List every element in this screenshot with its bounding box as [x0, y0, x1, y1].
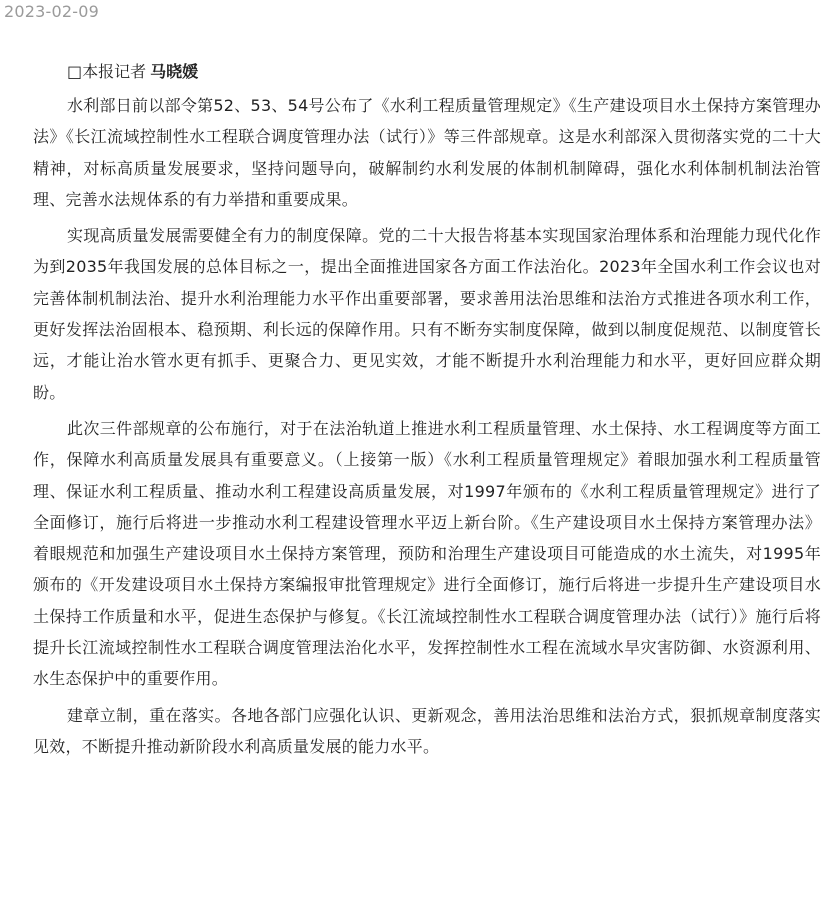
publish-date: 2023-02-09 — [4, 2, 99, 21]
paragraph-3: 此次三件部规章的公布施行，对于在法治轨道上推进水利工程质量管理、水土保持、水工程调度等方面工作，保障水利高质量发展具有重要意义。（上接第一版）《水利工程质量管理规定》着眼加强水利工程质量管理、保证水利工程质量、推动水利工程建设高质量发展，对1997年颁布的《水利工程质量管理规定》进行了全面修订，施行后将进一步推动水利工程建设管理水平迈上新台阶。《生产建设项目水土保持方案管理办法》着眼规范和加强生产建设项目水土保持方案管理，预防和治理生产建设项目可能造成的水土流失，对1995年颁布的《开发建设项目水土保持方案编报审批管理规定》进行全面修订，施行后将进一步提升生产建设项目水土保持工作质量和水平，促进生态保护与修复。《长江流域控制性水工程联合调度管理办法（试行）》施行后将提升长江流域控制性水工程联合调度管理法治化水平，发挥控制性水工程在流域水旱灾害防御、水资源利用、水生态保护中的重要作用。 — [33, 418, 821, 689]
reporter-name: 马晓媛 — [150, 62, 199, 81]
paragraph-1: 水利部日前以部令第52、53、54号公布了《水利工程质量管理规定》《生产建设项目水土保持方案管理办法》《长江流域控制性水工程联合调度管理办法（试行）》等三件部规章。这是水利部深入贯彻落实党的二十大精神，对标高质量发展要求，坚持问题导向，破解制约水利发展的体制机制障碍，强化水利体制机制法治管理、完善水法规体系的有力举措和重要成果。 — [33, 96, 821, 209]
paragraph-4: 建章立制，重在落实。各地各部门应强化认识、更新观念，善用法治思维和法治方式，狠抓规章制度落实见效，不断提升推动新阶段水利高质量发展的能力水平。 — [33, 705, 821, 756]
article-body — [33, 56, 821, 762]
paragraph-2: 实现高质量发展需要健全有力的制度保障。党的二十大报告将基本实现国家治理体系和治理能力现代化作为到2035年我国发展的总体目标之一，提出全面推进国家各方面工作法治化。2023年全国水利工作会议也对完善体制机制法治、提升水利治理能力水平作出重要部署，要求善用法治思维和法治方式推进各项水利工作，更好发挥法治固根本、稳预期、利长远的保障作用。只有不断夯实制度保障，做到以制度促规范、以制度管长远，才能让治水管水更有抓手、更聚合力、更见实效，才能不断提升水利治理能力和水平，更好回应群众期盼。 — [33, 226, 821, 402]
byline — [33, 56, 821, 88]
byline-prefix: □本报记者 — [67, 62, 147, 81]
